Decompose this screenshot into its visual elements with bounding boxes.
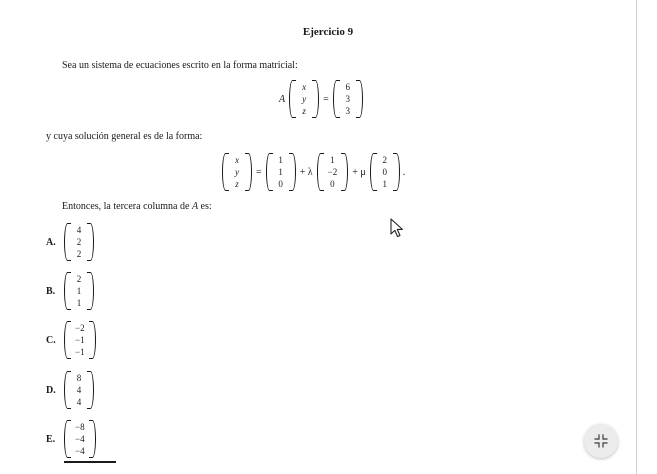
variable-vector: x y z <box>289 80 319 118</box>
rhs-vector: 6 3 3 <box>333 80 363 118</box>
option-e[interactable]: E. −8 −4 −4 <box>46 420 96 458</box>
collapse-icon <box>594 434 608 448</box>
direction-vector-2: 2 0 1 <box>370 153 400 191</box>
option-c[interactable]: C. −2 −1 −1 <box>46 321 96 359</box>
page-edge <box>636 0 637 474</box>
option-a[interactable]: A. 4 2 2 <box>46 223 94 261</box>
matrix-equation <box>279 80 363 118</box>
option-d[interactable]: D. 8 4 4 <box>46 371 94 409</box>
solution-intro-text: y cuya solución general es de la forma: <box>46 131 203 142</box>
plus-mu: + μ <box>352 166 366 178</box>
general-solution: x y z = 1 1 0 + λ 1 −2 0 + μ 2 0 1 . <box>222 153 405 191</box>
mouse-pointer-icon <box>390 218 404 238</box>
particular-vector: 1 1 0 <box>266 153 296 191</box>
matrix-symbol: A <box>279 93 286 105</box>
intro-text: Sea un sistema de ecuaciones escrito en la forma matricial: <box>62 60 298 71</box>
plus-lambda: + λ <box>299 166 313 178</box>
solution-variable-vector: x y z <box>222 153 252 191</box>
question-text: Entonces, la tercera columna de A es: <box>62 201 212 212</box>
exercise-title: Ejercicio 9 <box>302 26 354 38</box>
answer-underline <box>64 461 116 463</box>
collapse-button[interactable] <box>584 424 618 458</box>
option-b[interactable]: B. 2 1 1 <box>46 272 94 310</box>
direction-vector-1: 1 −2 0 <box>317 153 349 191</box>
equals-sign: = <box>323 93 329 105</box>
